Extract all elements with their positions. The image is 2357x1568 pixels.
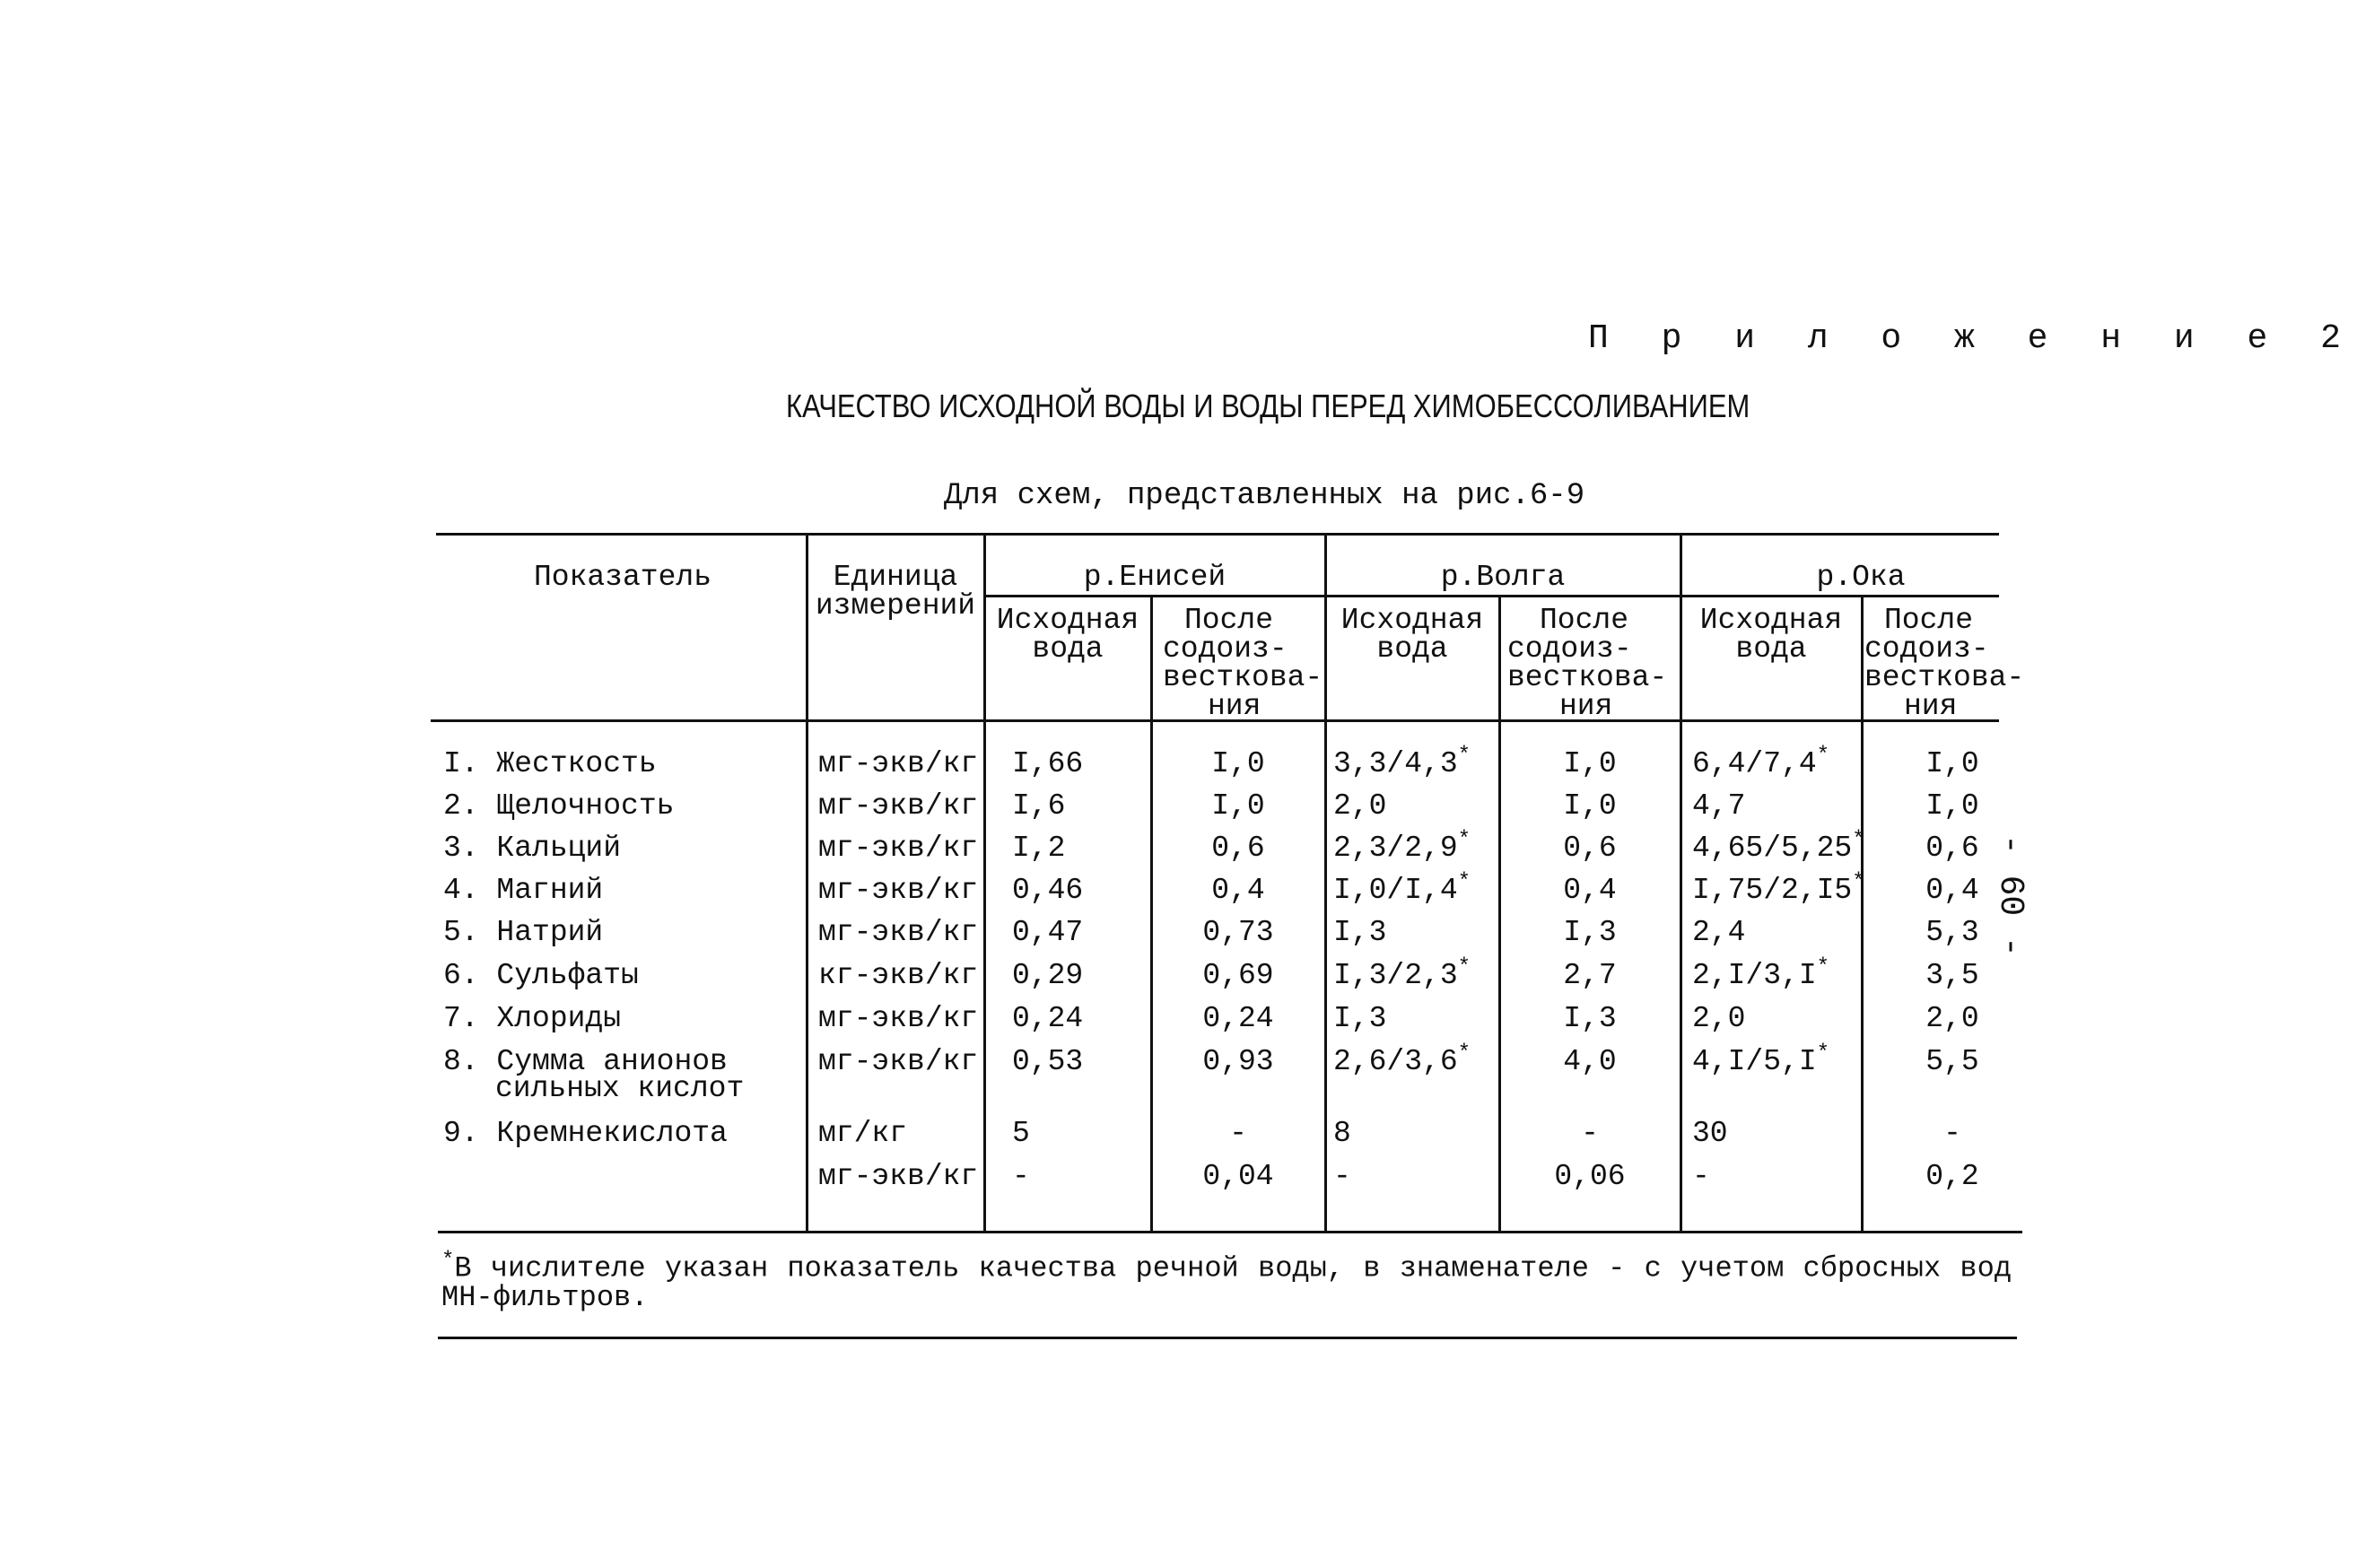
value-text: I,0	[1563, 747, 1617, 780]
value-text: 2,I/3,I	[1692, 959, 1817, 992]
footnote-marker: *	[1457, 870, 1471, 894]
row-unit: мг-экв/кг	[818, 874, 979, 907]
value-text: 0,6	[1925, 832, 1979, 865]
row-value	[1152, 1045, 1324, 1078]
value-text: I,75/2,I5	[1692, 874, 1853, 907]
row-value	[1012, 834, 1065, 863]
value-text: -	[1943, 1117, 1961, 1150]
value-text: 0,46	[1012, 874, 1084, 907]
row-value	[1692, 744, 1830, 780]
row-indicator: 5. Натрий	[443, 916, 604, 949]
row-indicator: 7. Хлориды	[443, 1002, 622, 1035]
value-text: I,0	[1211, 747, 1265, 780]
value-text: 0,24	[1012, 1002, 1084, 1035]
row-value	[1863, 959, 2042, 992]
row-value	[1333, 828, 1471, 865]
subheader-after-line4: ния	[1904, 690, 1958, 723]
value-text: I,3	[1333, 1002, 1387, 1035]
row-value	[1500, 916, 1680, 949]
value-text: I,6	[1012, 789, 1066, 823]
row-unit: мг-экв/кг	[818, 1160, 979, 1193]
subheader-after-line2: содоиз-	[1507, 632, 1632, 666]
row-value	[1152, 1119, 1324, 1148]
subheader-after-line1: После	[1884, 604, 1974, 637]
row-value	[1333, 955, 1471, 992]
row-unit: мг-экв/кг	[818, 789, 979, 823]
row-value	[1863, 747, 2042, 780]
row-value	[1152, 747, 1324, 780]
row-value	[1152, 834, 1324, 863]
row-value	[1692, 1160, 1710, 1193]
appendix-label: П р и л о ж е н и е 2	[1588, 319, 2357, 358]
value-text: 4,7	[1692, 789, 1746, 823]
row-value	[1692, 1119, 1728, 1148]
value-text: 0,6	[1211, 832, 1265, 865]
row-value	[1012, 747, 1084, 780]
subheader-after-line2: содоиз-	[1163, 632, 1288, 666]
row-value	[1863, 1002, 2042, 1035]
footnote-marker: *	[1852, 828, 1865, 852]
subheader-source-line2: вода	[1735, 632, 1807, 666]
subheader-after-line1: После	[1184, 604, 1274, 637]
row-value	[1333, 1160, 1351, 1193]
row-value	[1500, 959, 1680, 992]
row-value	[1692, 1041, 1830, 1078]
value-text: -	[1229, 1117, 1247, 1150]
header-indicator: Показатель	[533, 561, 712, 594]
footnote-marker: *	[1816, 1041, 1830, 1066]
value-text: 2,6/3,6	[1333, 1045, 1458, 1078]
row-value	[1012, 916, 1084, 949]
row-value	[1152, 1160, 1324, 1193]
row-value	[1692, 916, 1746, 949]
row-indicator: 3. Кальций	[443, 832, 622, 865]
row-unit: мг-экв/кг	[818, 916, 979, 949]
value-text: 4,0	[1563, 1045, 1617, 1078]
value-text: 2,0	[1333, 789, 1387, 823]
row-value	[1692, 789, 1746, 823]
page-number: - 60 -	[1991, 834, 2030, 957]
value-text: 4,65/5,25	[1692, 832, 1853, 865]
row-value	[1152, 876, 1324, 905]
row-value	[1333, 1041, 1471, 1078]
value-text: 8	[1333, 1117, 1351, 1150]
row-unit: кг-экв/кг	[818, 959, 979, 992]
value-text: 2,3/2,9	[1333, 832, 1458, 865]
value-text: I,2	[1012, 832, 1066, 865]
value-text: 0,24	[1202, 1002, 1274, 1035]
value-text: 3,3/4,3	[1333, 747, 1458, 780]
value-text: I,3	[1563, 916, 1617, 949]
row-unit: мг-экв/кг	[818, 747, 979, 780]
row-indicator: I. Жесткость	[443, 747, 657, 780]
row-indicator: 2. Щелочность	[443, 789, 675, 823]
footnote-text: В числителе указан показатель качества речной воды, в знаменателе - с учетом сбросных вод МН-фильтров.	[441, 1251, 2012, 1314]
value-text: 6,4/7,4	[1692, 747, 1817, 780]
row-indicator: 6. Сульфаты	[443, 959, 639, 992]
header-unit-line2: измерений	[815, 589, 976, 623]
row-indicator: 4. Магний	[443, 874, 604, 907]
subheader-after-line2: содоиз-	[1864, 632, 1989, 666]
row-value	[1500, 1045, 1680, 1078]
row-unit: мг-экв/кг	[818, 832, 979, 865]
subheader-after-line3: весткова-	[1864, 661, 2025, 694]
value-text: 0,29	[1012, 959, 1084, 992]
footnote-marker: *	[1457, 1041, 1471, 1066]
value-text: I,0	[1925, 789, 1979, 823]
row-value	[1863, 876, 2042, 905]
row-value	[1152, 789, 1324, 823]
row-value	[1012, 1045, 1084, 1078]
value-text: 0,04	[1202, 1160, 1274, 1193]
row-value	[1863, 916, 2042, 949]
row-value	[1500, 876, 1680, 905]
subheader-after-line3: весткова-	[1507, 661, 1668, 694]
row-indicator: 8. Сумма анионов	[443, 1045, 728, 1078]
row-value	[1333, 789, 1387, 823]
row-value	[1012, 1002, 1084, 1035]
subheader-source-line2: вода	[1376, 632, 1448, 666]
value-text: 0,6	[1563, 832, 1617, 865]
subheader-after-line4: ния	[1559, 690, 1613, 723]
row-unit: мг-экв/кг	[818, 1002, 979, 1035]
row-value	[1692, 870, 1865, 907]
footnote-bottom-rule	[438, 1337, 2017, 1339]
row-value	[1500, 1002, 1680, 1035]
row-value	[1692, 828, 1865, 865]
value-text: 0,4	[1211, 874, 1265, 907]
row-value	[1333, 1002, 1387, 1035]
table-top-rule	[436, 533, 1999, 536]
header-unit-line1: Единица	[833, 561, 958, 594]
value-text: 2,0	[1925, 1002, 1979, 1035]
value-text: 2,7	[1563, 959, 1617, 992]
document-title: КАЧЕСТВО ИСХОДНОЙ ВОДЫ И ВОДЫ ПЕРЕД ХИМОБЕССОЛИВАНИЕМ	[786, 388, 1750, 424]
row-value	[1012, 959, 1084, 992]
row-value	[1500, 789, 1680, 823]
value-text: -	[1692, 1160, 1710, 1193]
value-text: 5,5	[1925, 1045, 1979, 1078]
subheader-source-line1: Исходная	[1340, 604, 1484, 637]
row-value	[1500, 1160, 1680, 1193]
row-value	[1863, 1045, 2042, 1078]
value-text: 5,3	[1925, 916, 1979, 949]
value-text: 30	[1692, 1117, 1728, 1150]
row-value	[1333, 916, 1387, 949]
subheader-after-line3: весткова-	[1163, 661, 1323, 694]
value-text: 0,2	[1925, 1160, 1979, 1193]
row-value	[1333, 870, 1471, 907]
footnote-marker: *	[1457, 955, 1471, 980]
subheader-source-line1: Исходная	[1699, 604, 1843, 637]
value-text: 2,4	[1692, 916, 1746, 949]
value-text: I,0/I,4	[1333, 874, 1458, 907]
value-text: 0,4	[1563, 874, 1617, 907]
subheader-after-line1: После	[1540, 604, 1629, 637]
row-unit: мг/кг	[818, 1117, 908, 1150]
footnote-marker: *	[1816, 955, 1830, 980]
header-group-oka: р.Ока	[1816, 561, 1906, 594]
row-value	[1692, 955, 1830, 992]
row-indicator: 9. Кремнекислота	[443, 1117, 728, 1150]
value-text: 0,73	[1202, 916, 1274, 949]
footnote-marker: *	[1816, 744, 1830, 768]
row-value	[1012, 1160, 1030, 1193]
header-group-volga: р.Волга	[1440, 561, 1566, 594]
value-text: I,3	[1563, 1002, 1617, 1035]
row-value	[1692, 1002, 1746, 1035]
value-text: -	[1012, 1160, 1030, 1193]
row-value	[1333, 744, 1471, 780]
row-value	[1500, 747, 1680, 780]
value-text: I,66	[1012, 747, 1084, 780]
value-text: 0,93	[1202, 1045, 1274, 1078]
footnote-marker: *	[1457, 744, 1471, 768]
subheader-after-line4: ния	[1208, 690, 1261, 723]
row-value	[1152, 1002, 1324, 1035]
row-value	[1012, 1119, 1030, 1148]
row-value	[1863, 1119, 2042, 1148]
value-text: I,0	[1925, 747, 1979, 780]
value-text: 0,06	[1554, 1160, 1626, 1193]
footnote-star: *	[441, 1249, 455, 1273]
row-value	[1500, 834, 1680, 863]
value-text: I,0	[1563, 789, 1617, 823]
value-text: -	[1581, 1117, 1599, 1150]
col-divider-indicator	[806, 533, 808, 1231]
row-value	[1863, 1160, 2042, 1193]
row-value	[1152, 959, 1324, 992]
row-value	[1012, 789, 1066, 823]
footnote	[441, 1247, 2012, 1312]
row-value	[1863, 789, 2042, 823]
row-value	[1012, 876, 1083, 905]
row-value	[1500, 1119, 1680, 1148]
row-value	[1863, 834, 2042, 863]
value-text: I,0	[1211, 789, 1265, 823]
row-unit: мг-экв/кг	[818, 1045, 979, 1078]
value-text: 0,47	[1012, 916, 1084, 949]
value-text: 2,0	[1692, 1002, 1746, 1035]
value-text: 0,69	[1202, 959, 1274, 992]
row-value	[1152, 916, 1324, 949]
value-text: 4,I/5,I	[1692, 1045, 1817, 1078]
value-text: -	[1333, 1160, 1351, 1193]
value-text: 3,5	[1925, 959, 1979, 992]
subheader-source-line1: Исходная	[996, 604, 1139, 637]
row-value	[1333, 1119, 1351, 1148]
footnote-marker: *	[1852, 870, 1865, 894]
footnote-marker: *	[1457, 828, 1471, 852]
value-text: 5	[1012, 1117, 1030, 1150]
subheader-source-line2: вода	[1032, 632, 1104, 666]
value-text: 0,4	[1925, 874, 1979, 907]
value-text: 0,53	[1012, 1045, 1084, 1078]
table-subtitle: Для схем, представленных на рис.6-9	[944, 479, 1585, 513]
row-indicator-continued: сильных кислот	[495, 1072, 745, 1105]
group-subheader-rule	[983, 595, 1999, 597]
value-text: I,3/2,3	[1333, 959, 1458, 992]
value-text: I,3	[1333, 916, 1387, 949]
table-bottom-rule	[438, 1231, 2022, 1233]
header-group-yenisei: р.Енисей	[1083, 561, 1227, 594]
